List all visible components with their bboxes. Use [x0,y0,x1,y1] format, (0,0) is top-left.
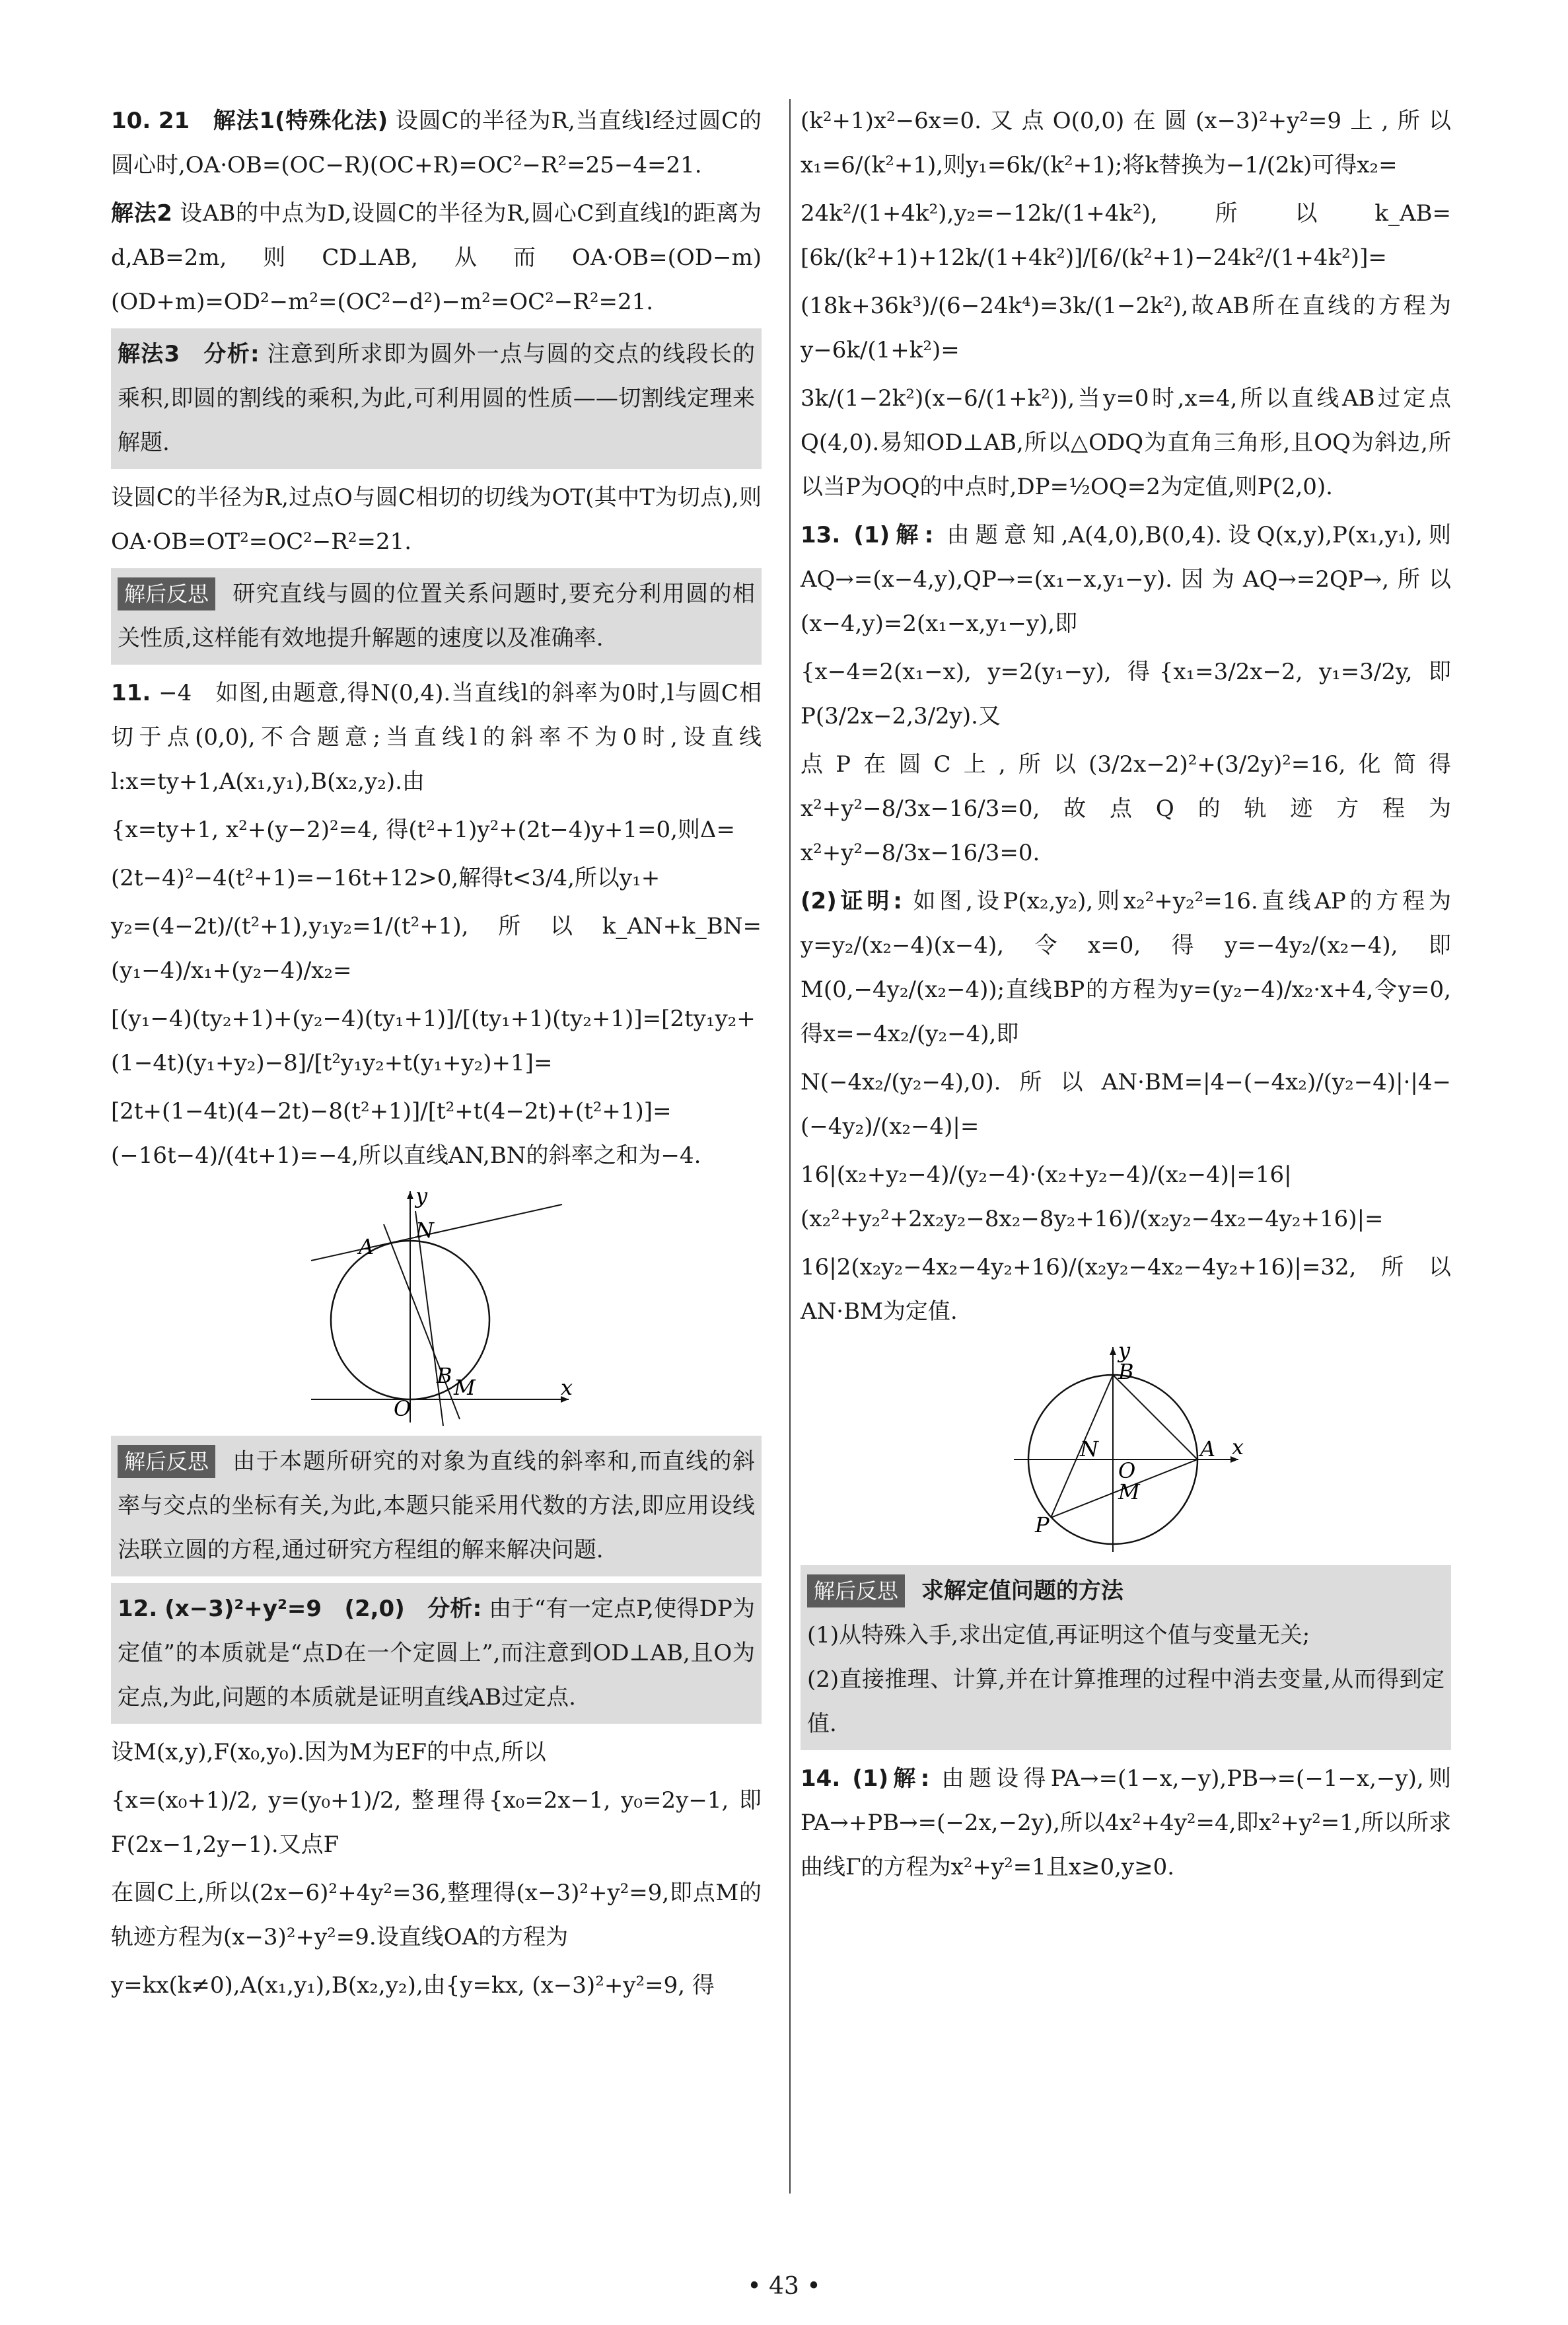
q10-method3-analysis: 注意到所求即为圆外一点与圆的交点的线段长的乘积,即圆的割线的乘积,为此,可利用圆的性质——切割线定理来解题. [118,341,755,456]
q11-figure [298,1185,575,1429]
question-14 [801,1757,1451,1890]
q10-reflection-box [111,568,762,665]
q11-line [111,671,762,804]
q12-cont-1: 24k²/(1+4k²),y₂=−12k/(1+4k²),所以k_AB=[6k/(k²+1)+12k/(1+4k²)]/[6/(k²+1)−24k²/(1+4k²)]= [801,200,1451,271]
question-11 [111,671,762,1576]
q11-reflection-box [111,1436,762,1576]
column-divider [789,99,791,2194]
reflection-tag: 解后反思 [118,577,215,610]
question-10 [111,99,762,665]
question-13 [801,513,1451,1750]
q10-method3-head: 解法3 分析: [118,341,260,367]
q11-text-2: (2t−4)²−4(t²+1)=−16t+12>0,解得t<3/4,所以y₁+ [111,865,660,891]
fig-label-n: N [415,1218,434,1243]
page-number: • 43 • [747,2273,821,2300]
q12-answer-head: (x−3)²+y²=9 (2,0) 分析: [164,1596,482,1622]
q10-solution-2 [111,192,762,324]
q12-number: 12. [118,1596,158,1622]
fig-label-m: M [453,1375,476,1400]
q11-text-3: y₂=(4−2t)/(t²+1),y₁y₂=1/(t²+1),所以k_AN+k_BN=(y₁−4)/x₁+(y₂−4)/x₂= [111,913,762,984]
q10-method3-text: 设圆C的半径为R,过点O与圆C相切的切线为OT(其中T为切点),则OA·OB=OT²=OC²−R²=21. [111,484,762,555]
q10-reflection-text: 研究直线与圆的位置关系问题时,要充分利用圆的相关性质,这样能有效地提升解题的速度以及准确率. [118,581,755,651]
q10-method2-head: 解法2 [111,200,172,227]
q14-part1-text: 由题设得PA→=(1−x,−y),PB→=(−1−x,−y),则PA→+PB→=(−2x,−2y),所以4x²+4y²=4,即x²+y²=1,所以所求曲线Γ的方程为x²+y²=1且x≥0,y≥0. [801,1765,1451,1880]
q13-reflection-box [801,1565,1451,1750]
q10-method2-text: 设AB的中点为D,设圆C的半径为R,圆心C到直线l的距离为d,AB=2m,则CD⊥AB,从而OA·OB=(OD−m)(OD+m)=OD²−m²=(OC²−d²)−m²=OC²−R²=21. [111,200,762,315]
q14-number: 14. [801,1765,841,1792]
q13-part1-head: (1)解: [853,522,934,548]
q11-number: 11. [111,680,151,706]
left-column [111,99,762,2012]
question-12-continued [801,99,1451,509]
q13-part2-head: (2)证明: [801,888,902,914]
q13-reflection-title: 求解定值问题的方法 [921,1578,1123,1604]
fig-label-a: A [358,1234,374,1259]
fig-label-x: x [560,1375,573,1400]
q10-analysis-box [111,328,762,469]
q13-part1-text-1: {x−4=2(x₁−x), y=2(y₁−y), 得{x₁=3/2x−2, y₁=3/2y, 即P(3/2x−2,3/2y).又 [801,659,1451,729]
y-axis-arrow [407,1191,413,1199]
q12-cont-0: (k²+1)x²−6x=0.又点O(0,0)在圆(x−3)²+y²=9上,所以x₁=6/(k²+1),则y₁=6k/(k²+1);将k替换为−1/(2k)可得x₂= [801,108,1451,178]
q14-part1 [801,1757,1451,1890]
q13-part1-text-2: 点P在圆C上,所以(3/2x−2)²+(3/2y)²=16,化简得x²+y²−8/3x−16/3=0,故点Q的轨迹方程为x²+y²−8/3x−16/3=0. [801,751,1451,866]
line-an [311,1204,562,1261]
question-12 [111,1583,762,2008]
q13-part2-text-1: N(−4x₂/(y₂−4),0).所以AN·BM=|4−(−4x₂)/(y₂−4)|·|4−(−4y₂)/(x₂−4)|= [801,1069,1451,1140]
right-column [801,99,1451,1894]
fig-label-m: M [1118,1479,1140,1504]
q13-number: 13. [801,522,841,548]
q10-number: 10. [111,108,151,134]
q13-reflection-item-1: (1)从特殊入手,求出定值,再证明这个值与变量无关; [807,1622,1310,1648]
q11-text-0: −4 如图,由题意,得N(0,4).当直线l的斜率为0时,l与圆C相切于点(0,0),不合题意;当直线l的斜率不为0时,设直线l:x=ty+1,A(x₁,y₁),B(x₂,y₂).由 [111,680,762,795]
q12-analysis-text: 由于“有一定点P,使得DP为定值”的本质就是“点D在一个定圆上”,而注意到OD⊥AB,且O为定点,为此,问题的本质就是证明直线AB过定点. [118,1596,755,1711]
q12-text-1: {x=(x₀+1)/2, y=(y₀+1)/2, 整理得{x₀=2x−1, y₀=2y−1, 即F(2x−1,2y−1).又点F [111,1787,762,1858]
fig-label-x: x [1231,1434,1244,1459]
line-ab [1113,1375,1197,1459]
q12-text-3: y=kx(k≠0),A(x₁,y₁),B(x₂,y₂),由{y=kx, (x−3)²+y²=9, 得 [111,1972,715,1999]
q10-solution-1 [111,99,762,188]
fig-label-b: B [436,1363,452,1388]
q12-analysis-box [111,1583,762,1724]
q11-text-5: [2t+(1−4t)(4−2t)−8(t²+1)]/[t²+t(4−2t)+(t²+1)]=(−16t−4)/(4t+1)=−4,所以直线AN,BN的斜率之和为−4. [111,1098,701,1169]
q13-part2-text-0: 如图,设P(x₂,y₂),则x₂²+y₂²=16.直线AP的方程为y=y₂/(x₂−4)(x−4),令x=0,得y=−4y₂/(x₂−4),即M(0,−4y₂/(x₂−4));直线BP的方程为y=(y₂−4)/x₂·x+4,令y=0,得x=−4x₂/(y₂−4),即 [801,888,1451,1047]
q13-part2-text-2: 16|(x₂+y₂−4)/(y₂−4)·(x₂+y₂−4)/(x₂−4)|=16|(x₂²+y₂²+2x₂y₂−8x₂−8y₂+16)/(x₂y₂−4x₂−4y₂+16)|= [801,1162,1384,1232]
reflection-tag: 解后反思 [118,1445,215,1478]
fig-label-y: y [1118,1341,1130,1363]
q13-part1-text-0: 由题意知,A(4,0),B(0,4).设Q(x,y),P(x₁,y₁),则AQ→=(x−4,y),QP→=(x₁−x,y₁−y).因为AQ→=2QP→,所以(x−4,y)=2(x₁−x,y₁−y),即 [801,522,1451,637]
q13-part1-line [801,513,1451,646]
y-axis-arrow [1110,1347,1116,1355]
q11-reflection-text: 由于本题所研究的对象为直线的斜率和,而直线的斜率与交点的坐标有关,为此,本题只能采用代数的方法,即应用设线法联立圆的方程,通过研究方程组的解来解决问题. [118,1448,755,1563]
reflection-tag: 解后反思 [807,1574,905,1607]
q13-reflection-item-2: (2)直接推理、计算,并在计算推理的过程中消去变量,从而得到定值. [807,1666,1444,1737]
q13-part2-text-3: 16|2(x₂y₂−4x₂−4y₂+16)/(x₂y₂−4x₂−4y₂+16)|=32,所以AN·BM为定值. [801,1254,1451,1325]
q10-method1-head: 21 解法1(特殊化法) [158,108,388,134]
fig-label-o: O [1118,1458,1135,1483]
q11-text-1: {x=ty+1, x²+(y−2)²=4, 得(t²+1)y²+(2t−4)y+1=0,则Δ= [111,817,735,843]
fig-label-p: P [1034,1512,1050,1537]
fig-label-a: A [1199,1436,1215,1461]
q12-cont-3: 3k/(1−2k²)(x−6/(1+k²)),当y=0时,x=4,所以直线AB过定点Q(4,0).易知OD⊥AB,所以△ODQ为直角三角形,且OQ为斜边,所以当P为OQ的中点时,DP=½OQ=2为定值,则P(2,0). [801,385,1451,500]
line-l [384,1224,460,1419]
fig-label-b: B [1118,1359,1134,1384]
fig-label-n: N [1079,1436,1098,1461]
q12-text-2: 在圆C上,所以(2x−6)²+4y²=36,整理得(x−3)²+y²=9,即点M的轨迹方程为(x−3)²+y²=9.设直线OA的方程为 [111,1880,762,1950]
q11-text-4: [(y₁−4)(ty₂+1)+(y₂−4)(ty₁+1)]/[(ty₁+1)(ty₂+1)]=[2ty₁y₂+(1−4t)(y₁+y₂)−8]/[t²y₁y₂+t(y₁+y₂)+1]= [111,1006,756,1076]
fig-label-o: O [393,1396,411,1421]
q10-method1-text: 设圆C的半径为R,当直线l经过圆C的圆心时,OA·OB=(OC−R)(OC+R)=OC²−R²=25−4=21. [111,108,762,178]
q13-figure [1001,1341,1252,1559]
fig-label-y: y [415,1185,427,1208]
q14-part1-head: (1)解: [852,1765,930,1792]
q12-text-0: 设M(x,y),F(x₀,y₀).因为M为EF的中点,所以 [111,1739,546,1765]
q13-part2-line [801,879,1451,1056]
q12-cont-2: (18k+36k³)/(6−24k⁴)=3k/(1−2k²),故AB所在直线的方程为y−6k/(1+k²)= [801,293,1451,363]
